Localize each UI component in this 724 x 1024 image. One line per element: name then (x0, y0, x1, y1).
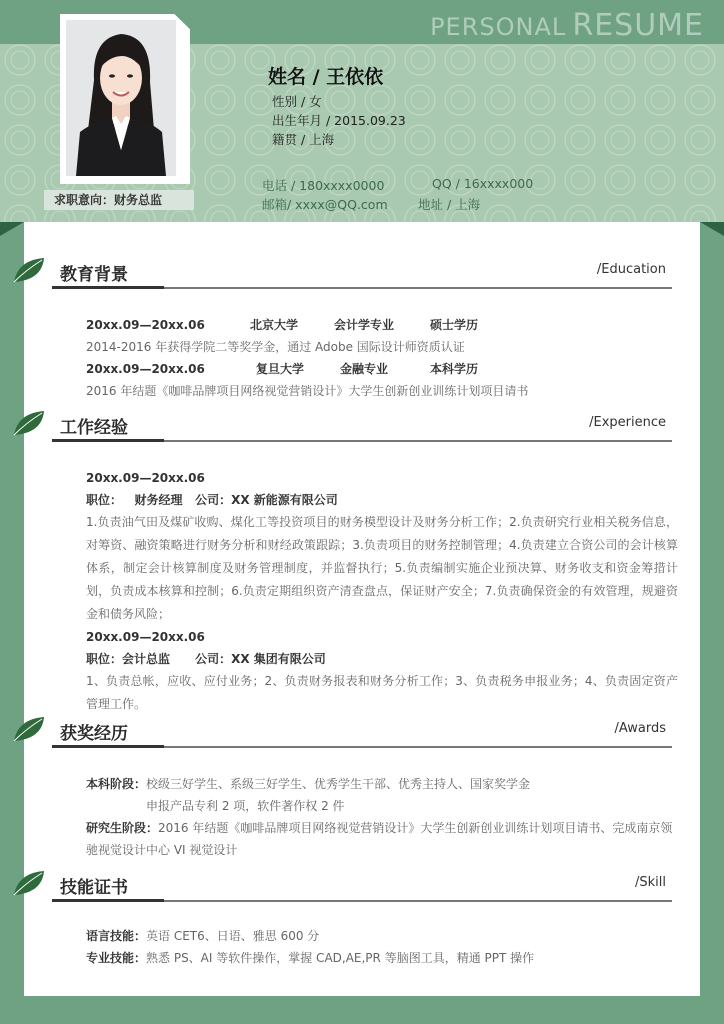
experience-entry-1-position: 职位： 财务经理 公司：XX 新能源有限公司 (86, 493, 338, 507)
awards-undergrad (86, 773, 678, 795)
education-major: 金融专业 (340, 362, 389, 376)
education-degree: 本科学历 (430, 362, 479, 376)
experience-section (24, 407, 700, 711)
qq-info: QQ / 16xxxx000 (432, 176, 534, 191)
corner-fold-right (700, 222, 724, 236)
experience-entry-2-period: 20xx.09—20xx.06 (86, 630, 205, 644)
section-divider-thin (164, 900, 672, 902)
section-divider-thick (52, 745, 164, 748)
resume-title (430, 8, 704, 43)
skills-professional (86, 947, 678, 969)
leaf-icon (12, 407, 48, 437)
job-intent: 求职意向：财务总监 (44, 190, 194, 210)
experience-title: 工作经验 (60, 418, 128, 438)
birth-info: 出生年月 / 2015.09.23 (272, 113, 406, 128)
gender-info: 性别 / 女 (272, 94, 322, 109)
education-entry-2-header (86, 358, 678, 380)
candidate-name: 姓名 / 王依依 (268, 66, 384, 88)
skills-title-en: /Skill (635, 875, 666, 890)
education-section (24, 254, 700, 404)
experience-entry-2-desc: 1、负责总帐，应收、应付业务；2、负责财务报表和财务分析工作；3、负责税务申报业务；4、负责固定资产管理工作。 (86, 674, 678, 711)
skills-title: 技能证书 (60, 878, 128, 898)
corner-fold-left (0, 222, 24, 236)
education-entry-1-header (86, 314, 678, 336)
profile-photo (66, 20, 176, 176)
awards-content (86, 773, 678, 861)
resume-page (24, 222, 700, 996)
awards-title-en: /Awards (614, 721, 666, 736)
experience-entry-2-position: 职位：会计总监 公司：XX 集团有限公司 (86, 652, 326, 666)
skills-professional-text: 熟悉 PS、AI 等软件操作，掌握 CAD,AE,PR 等脑图工具，精通 PPT 操作 (146, 951, 535, 965)
leaf-icon (12, 254, 48, 284)
skills-section (24, 867, 700, 987)
native-info: 籍贯 / 上海 (272, 132, 335, 147)
education-period: 20xx.09—20xx.06 (86, 318, 205, 332)
skills-language-label: 语言技能： (86, 929, 147, 943)
education-school: 北京大学 (250, 318, 299, 332)
awards-section (24, 713, 700, 863)
phone-info: 电话 / 180xxxx0000 (262, 178, 385, 193)
experience-content (86, 467, 678, 716)
leaf-icon (12, 713, 48, 743)
email-info: 邮箱/ xxxx@QQ.com (262, 197, 388, 212)
awards-undergrad-line2: 申报产品专利 2 项，软件著作权 2 件 (146, 799, 345, 813)
leaf-icon (12, 867, 48, 897)
person-photo-icon (66, 20, 176, 176)
section-divider-thin (164, 746, 672, 748)
resume-title-part1: PERSONAL (430, 13, 567, 41)
awards-grad-label: 研究生阶段： (86, 821, 159, 835)
skills-content (86, 925, 678, 969)
education-period: 20xx.09—20xx.06 (86, 362, 205, 376)
section-divider-thin (164, 287, 672, 289)
section-divider-thick (52, 286, 164, 289)
skills-language-text: 英语 CET6、日语、雅思 600 分 (146, 929, 320, 943)
education-title: 教育背景 (60, 265, 128, 285)
skills-language (86, 925, 678, 947)
section-divider-thick (52, 899, 164, 902)
awards-title: 获奖经历 (60, 724, 128, 744)
education-content (86, 314, 678, 402)
awards-grad-text: 2016 年结题《咖啡品牌项目网络视觉营销设计》大学生创新创业训练计划项目请书、完成南京领驰视觉设计中心 VI 视觉设计 (86, 821, 673, 857)
education-degree: 硕士学历 (430, 318, 479, 332)
awards-grad (86, 817, 678, 861)
education-major: 会计学专业 (334, 318, 395, 332)
awards-undergrad-line1: 校级三好学生、系级三好学生、优秀学生干部、优秀主持人、国家奖学金 (146, 777, 531, 791)
experience-title-en: /Experience (589, 415, 666, 430)
experience-entry-1-period: 20xx.09—20xx.06 (86, 471, 205, 485)
experience-entry-1-desc: 1.负责油气田及煤矿收购、煤化工等投资项目的财务模型设计及财务分析工作；2.负责研究行业相关税务信息，对筹资、融资策略进行财务分析和财经政策跟踪；3.负责项目的财务控制管理；4.负责建立合资公司的会计核算体系，制定会计核算制度及财务管理制度，并监督执行；5.负责编制实施企业预决算、财务收支和资金筹措计划，负责成本核算和控制；6.负责定期组织资产清查盘点，保证财产安全；7.负责确保资金的有效管理，规避资金和债务风险； (86, 515, 678, 621)
section-divider-thin (164, 440, 672, 442)
skills-professional-label: 专业技能： (86, 951, 147, 965)
education-school: 复旦大学 (256, 362, 305, 376)
awards-undergrad-label: 本科阶段： (86, 777, 147, 791)
education-entry-2-note: 2016 年结题《咖啡品牌项目网络视觉营销设计》大学生创新创业训练计划项目请书 (86, 384, 529, 398)
education-entry-1-note: 2014-2016 年获得学院二等奖学金，通过 Adobe 国际设计师资质认证 (86, 340, 465, 354)
resume-title-part2: RESUME (572, 8, 704, 43)
address-info: 地址 / 上海 (418, 197, 481, 212)
education-title-en: /Education (596, 262, 666, 277)
section-divider-thick (52, 439, 164, 442)
